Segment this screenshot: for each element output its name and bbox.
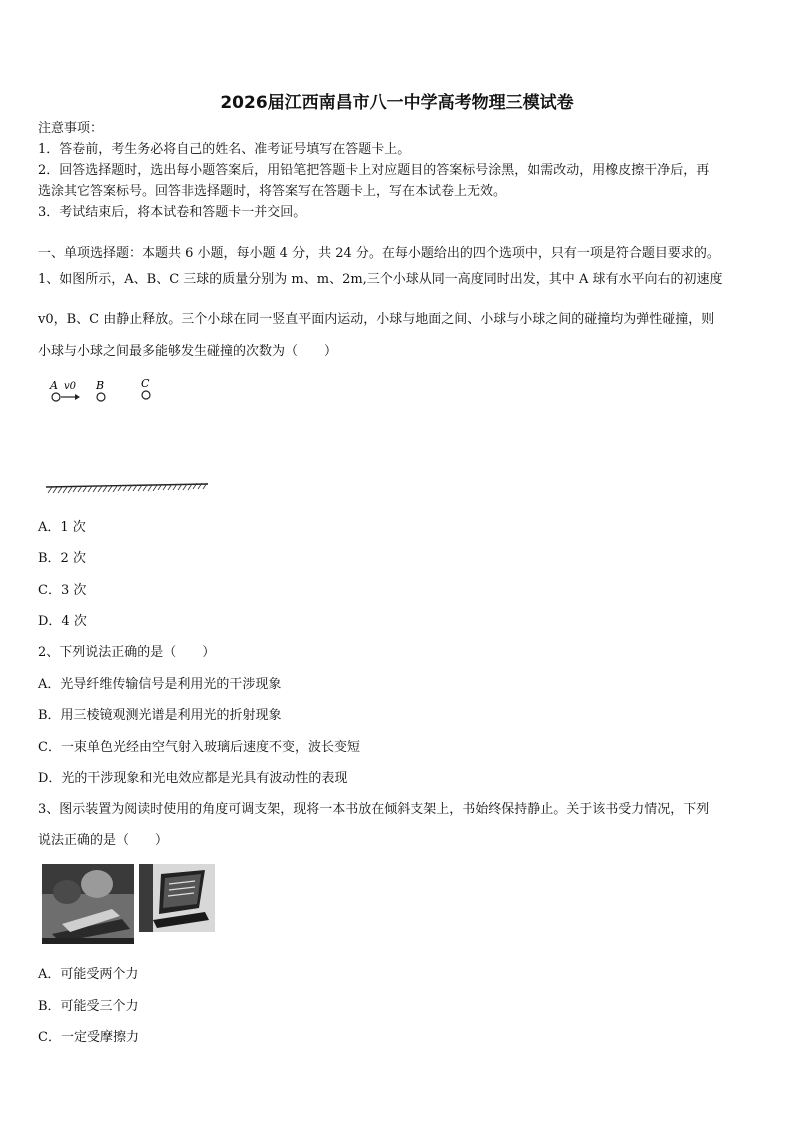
q1-figure (44, 374, 214, 498)
q2-option-d: D．光的干涉现象和光电效应都是光具有波动性的表现 (38, 771, 348, 786)
q3-stem-line2: 说法正确的是（ ） (38, 833, 169, 848)
notice-heading: 注意事项： (38, 121, 104, 136)
notice-item-2-cont: 选涂其它答案标号。回答非选择题时，将答案写在答题卡上，写在本试卷上无效。 (38, 184, 507, 199)
page-title: 2026届江西南昌市八一中学高考物理三模试卷 (220, 93, 574, 113)
q2-option-a: A．光导纤维传输信号是利用光的干涉现象 (38, 677, 282, 692)
q1-fig-label-c: C (141, 377, 150, 390)
q1-option-a: A．1 次 (38, 520, 86, 535)
q2-option-c: C．一束单色光经由空气射入玻璃后速度不变，波长变短 (38, 740, 360, 755)
ball-b (97, 393, 105, 401)
q1-option-b: B．2 次 (38, 551, 86, 566)
q1-fig-label-v0: v0 (64, 381, 77, 392)
q3-photo-left (42, 864, 134, 944)
q1-option-d: D．4 次 (38, 614, 87, 629)
q1-fig-label-b: B (96, 379, 105, 392)
q1-stem-line3: 小球与小球之间最多能够发生碰撞的次数为（ ） (38, 344, 338, 359)
q1-stem-line2: v0，B、C 由静止释放。三个小球在同一竖直平面内运动，小球与地面之间、小球与小球之间的碰撞均为弹性碰撞，则 (38, 312, 715, 327)
notice-item-1: 1．答卷前，考生务必将自己的姓名、准考证号填写在答题卡上。 (38, 142, 411, 157)
q1-stem-line1: 1、如图所示，A、B、C 三球的质量分别为 m、m、2m,三个小球从同一高度同时出发，其中 A 球有水平向右的初速度 (38, 272, 723, 287)
ball-c (142, 391, 150, 399)
section-heading: 一、单项选择题：本题共 6 小题，每小题 4 分，共 24 分。在每小题给出的四个选项中，只有一项是符合题目要求的。 (38, 246, 720, 261)
q3-stem-line1: 3、图示装置为阅读时使用的角度可调支架，现将一本书放在倾斜支架上，书始终保持静止。关于该书受力情况，下列 (38, 802, 710, 817)
q1-fig-label-a: A (50, 379, 58, 392)
notice-item-3: 3．考试结束后，将本试卷和答题卡一并交回。 (38, 205, 307, 220)
q1-option-c: C．3 次 (38, 583, 87, 598)
notice-item-2: 2．回答选择题时，选出每小题答案后，用铅笔把答题卡上对应题目的答案标号涂黑，如需改动，用橡皮擦干净后，再 (38, 163, 710, 178)
ball-a (52, 393, 60, 401)
q3-option-c: C．一定受摩擦力 (38, 1030, 139, 1045)
q3-option-b: B．可能受三个力 (38, 999, 139, 1014)
q3-option-a: A．可能受两个力 (38, 967, 139, 982)
velocity-arrowhead (75, 394, 80, 400)
q2-option-b: B．用三棱镜观测光谱是利用光的折射现象 (38, 708, 282, 723)
q2-stem: 2、下列说法正确的是（ ） (38, 645, 216, 660)
q3-photo-right (139, 864, 215, 932)
